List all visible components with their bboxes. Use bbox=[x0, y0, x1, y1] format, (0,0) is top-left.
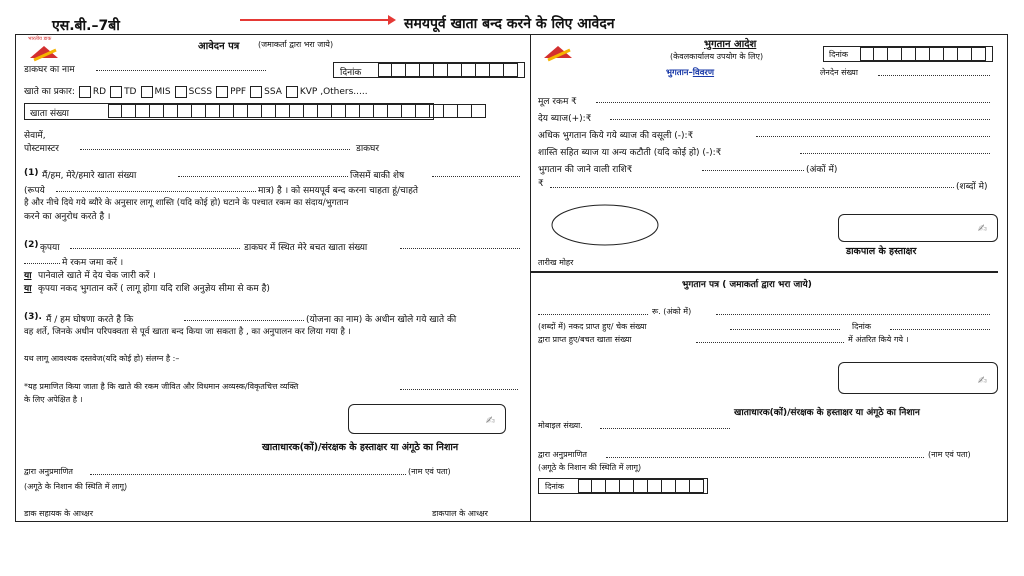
checkbox-mis[interactable] bbox=[141, 86, 153, 98]
para3-scheme-field[interactable] bbox=[184, 312, 304, 321]
para2-line2: मे रकम जमा करें । bbox=[62, 258, 124, 268]
receipt-date-label: दिनांक bbox=[852, 322, 871, 331]
payment-details-link[interactable]: विवरण bbox=[692, 68, 715, 78]
penalty-field[interactable] bbox=[800, 145, 990, 154]
date-cells-bottom-right[interactable] bbox=[578, 479, 704, 493]
rupee-symbol: ₹ bbox=[538, 179, 544, 189]
certify-line1: *यह प्रमाणित किया जाता है कि खाते की रकम जीवित और विधमान अव्यस्क/विकृतचित्त व्यक्ति bbox=[24, 382, 299, 391]
attested-by-field-right[interactable] bbox=[606, 449, 924, 458]
payment-label bbox=[666, 67, 714, 78]
thumb-note-right: (अगूठे के निशान की स्थिति में लागू) bbox=[538, 463, 642, 472]
para1-account-field[interactable] bbox=[178, 168, 348, 177]
account-type-ssa: SSA bbox=[264, 87, 282, 97]
date-cells-right[interactable] bbox=[860, 47, 986, 61]
name-address-right: (नाम एवं पता) bbox=[928, 450, 971, 459]
attested-by-right: द्वारा अनुप्रमाणित bbox=[538, 450, 587, 459]
interest-label: देय ब्याज(+):₹ bbox=[538, 114, 592, 124]
account-type-row bbox=[24, 84, 368, 98]
account-type-mis: MIS bbox=[154, 87, 171, 97]
para2-line1b: डाकघर में स्थित मेरे बचत खाता संख्या bbox=[244, 243, 368, 253]
right-heading: भुगतान आदेश bbox=[704, 39, 757, 50]
pen-icon: ✍ bbox=[977, 374, 987, 387]
holder-signature-box-left[interactable] bbox=[348, 404, 506, 434]
para3-line1b: (योजना का नाम) के अधीन खोले गये खाते की bbox=[306, 315, 457, 325]
excess-interest-field[interactable] bbox=[756, 128, 990, 137]
receipt-line3b: में अंतरित किये गये । bbox=[848, 335, 909, 344]
section-divider bbox=[531, 271, 998, 273]
receipt-figures-field[interactable] bbox=[716, 306, 990, 315]
para1-line4: करने का अनुरोध करते है । bbox=[24, 212, 111, 222]
payment-label-text: भुगतान– bbox=[666, 68, 693, 78]
receipt-heading: भुगतान पत्र ( जमाकर्ता द्वारा भरा जाये) bbox=[682, 280, 812, 290]
mobile-label: मोबाइल संख्या. bbox=[538, 421, 583, 430]
para1-balance-field[interactable] bbox=[432, 168, 520, 177]
date-stamp-label: तारीख मोहर bbox=[538, 258, 574, 267]
para2-or2: या bbox=[24, 284, 32, 294]
attested-by-left: द्वारा अनुप्रमाणित bbox=[24, 467, 73, 476]
form-code: एस.बी.–7बी bbox=[52, 18, 120, 34]
principal-field[interactable] bbox=[596, 94, 990, 103]
postmaster-label: पोस्टमास्टर bbox=[24, 144, 59, 154]
pen-icon: ✍ bbox=[485, 414, 495, 427]
checkbox-ssa[interactable] bbox=[250, 86, 262, 98]
para3-number: (3). bbox=[24, 312, 42, 322]
red-arrow-icon bbox=[238, 12, 398, 28]
para1-amount-words-field[interactable] bbox=[56, 183, 256, 192]
para1-number: (1) bbox=[24, 168, 39, 178]
assistant-initials: डाक सहायक के आध्क्षर bbox=[24, 509, 93, 518]
certify-person-field[interactable] bbox=[400, 381, 518, 390]
checkbox-ppf[interactable] bbox=[216, 86, 228, 98]
receipt-account-field[interactable] bbox=[696, 334, 844, 343]
india-post-logo-icon-right bbox=[542, 40, 576, 62]
account-number-label: खाता संख्या bbox=[30, 109, 69, 119]
account-type-td: TD bbox=[124, 87, 137, 97]
penalty-label: शास्ति सहित ब्याज या अन्य कटौती (यदि कोई हो) (-):₹ bbox=[538, 148, 722, 158]
para1-line1a: मैं/हम, मेरे/हमारे खाता संख्या bbox=[42, 171, 137, 181]
pen-icon: ✍ bbox=[977, 222, 987, 235]
para2-line4: कृपया नकद भुगतान करें ( लागू होगा यदि राशि अनुज्ञेय सीमा से कम है) bbox=[38, 284, 270, 294]
checkbox-td[interactable] bbox=[110, 86, 122, 98]
para1-line3: है और नीचे दिये गये ब्यौरे के अनुसार लागू शास्ति (यदि कोई हो) घटाने के पश्चात रकम का संदाय/भुगतान bbox=[24, 198, 349, 208]
date-cells-left[interactable] bbox=[378, 63, 518, 77]
receipt-line3a: द्वारा प्राप्त हुए/बचत खाता संख्या bbox=[538, 335, 632, 344]
para2-line1a: कृपया bbox=[40, 243, 60, 253]
name-address-left: (नाम एवं पता) bbox=[408, 467, 451, 476]
holder-signature-caption-right: खाताधारक(कों)/संरक्षक के हस्ताक्षर या अंगूठे का निशान bbox=[734, 408, 920, 418]
post-office-name-field[interactable] bbox=[80, 141, 350, 150]
in-figures-label: (अंकों में) bbox=[806, 165, 838, 175]
postmaster-signature-label: डाकपाल के हस्ताक्षर bbox=[846, 246, 917, 257]
transaction-number-field[interactable] bbox=[878, 67, 990, 76]
rs-figures-label: रू. (अंको में) bbox=[652, 307, 692, 316]
para1-line2b: मात्र) है । को समयपूर्व बन्द करना चाहता हूं/चाहते bbox=[258, 186, 418, 196]
account-type-ppf: PPF bbox=[230, 87, 247, 97]
account-type-rd: RD bbox=[92, 87, 107, 97]
date-label-right: दिनांक bbox=[829, 50, 848, 59]
para2-or1: या bbox=[24, 271, 32, 281]
documents-attached: यथ लागू आवश्यक दस्तवेज(यदि कोई हो) संलग्न है :– bbox=[24, 354, 180, 363]
para2-line3: पानेवाले खाते में देय चेक जारी करें । bbox=[38, 271, 156, 281]
post-office-label: डाकघर का नाम bbox=[24, 65, 75, 75]
payable-figures-field[interactable] bbox=[702, 162, 804, 171]
account-number-cells[interactable] bbox=[108, 104, 486, 118]
certify-line2: के लिए अपेक्षित है । bbox=[24, 395, 83, 404]
receipt-line2a: (शब्दों में) नकद प्राप्त हुए/ चेक संख्या bbox=[538, 322, 647, 331]
checkbox-kvp[interactable] bbox=[286, 86, 298, 98]
post-office-field[interactable] bbox=[96, 62, 266, 71]
date-stamp-oval bbox=[550, 203, 660, 247]
para3-line2: वह शर्ते, जिनके अधीन परिपक्वता से पूर्व खाता बन्द किया जा सकता है , का अनुपालन कर लिया गया है । bbox=[24, 327, 351, 337]
para1-line2a: (रूपये bbox=[24, 186, 45, 196]
logo-text: भारतीय डाक bbox=[28, 36, 52, 42]
payable-words-field[interactable] bbox=[550, 179, 954, 188]
postmaster-initials: डाकपाल के आध्क्षर bbox=[432, 509, 488, 518]
column-divider bbox=[530, 34, 531, 522]
salutation: सेवामें, bbox=[24, 131, 46, 141]
left-heading: आवेदन पत्र bbox=[198, 41, 240, 52]
para2-number: (2) bbox=[24, 240, 39, 250]
para2-deposit-field[interactable] bbox=[24, 255, 60, 264]
interest-field[interactable] bbox=[610, 111, 990, 120]
holder-signature-box-right[interactable] bbox=[838, 362, 998, 394]
account-type-kvp-others: KVP ,Others..... bbox=[299, 87, 368, 97]
excess-interest-label: अधिक भुगतान किये गये ब्याज की वसूली (-):₹ bbox=[538, 131, 694, 141]
receipt-amount-field[interactable] bbox=[538, 306, 648, 315]
para2-savings-account-field[interactable] bbox=[400, 240, 520, 249]
in-words-label: (शब्दों मे) bbox=[956, 182, 988, 192]
checkbox-rd[interactable] bbox=[79, 86, 91, 98]
payable-label: भुगतान की जाने वाली राशि₹ bbox=[538, 165, 633, 175]
thumb-note-left: (अगूठे के निशान की स्थिति में लागू) bbox=[24, 482, 128, 491]
cheque-number-field[interactable] bbox=[730, 321, 840, 330]
holder-signature-caption-left: खाताधारक(कों)/संरक्षक के हस्ताक्षर या अंगूठे का निशान bbox=[262, 442, 459, 453]
page-title: समयपूर्व खाता बन्द करने के लिए आवेदन bbox=[404, 16, 615, 32]
account-type-label: खाते का प्रकार: bbox=[24, 87, 75, 97]
date-label-bottom-right: दिनांक bbox=[545, 482, 564, 491]
india-post-logo-icon bbox=[28, 40, 62, 62]
para3-line1a: मैं / हम घोषणा करते है कि bbox=[46, 315, 134, 325]
para1-line1b: जिसमें बाकी शेष bbox=[350, 171, 405, 181]
date-label-left: दिनांक bbox=[340, 68, 362, 78]
receipt-date-field[interactable] bbox=[890, 321, 990, 330]
attested-by-field-left[interactable] bbox=[90, 466, 406, 475]
transaction-number-label: लेनदेन संख्या bbox=[820, 68, 858, 77]
right-heading-note: (केवलकार्यालय उपयोग के लिए) bbox=[670, 52, 764, 61]
account-type-scss: SCSS bbox=[188, 87, 213, 97]
mobile-field[interactable] bbox=[600, 420, 730, 429]
para2-post-office-field[interactable] bbox=[70, 240, 240, 249]
postmaster-signature-box[interactable] bbox=[838, 214, 998, 242]
post-office-suffix: डाकघर bbox=[356, 144, 380, 154]
left-heading-note: (जमाकर्ता द्वारा भरा जाये) bbox=[258, 40, 334, 49]
principal-label: मूल रकम ₹ bbox=[538, 97, 577, 107]
checkbox-scss[interactable] bbox=[175, 86, 187, 98]
